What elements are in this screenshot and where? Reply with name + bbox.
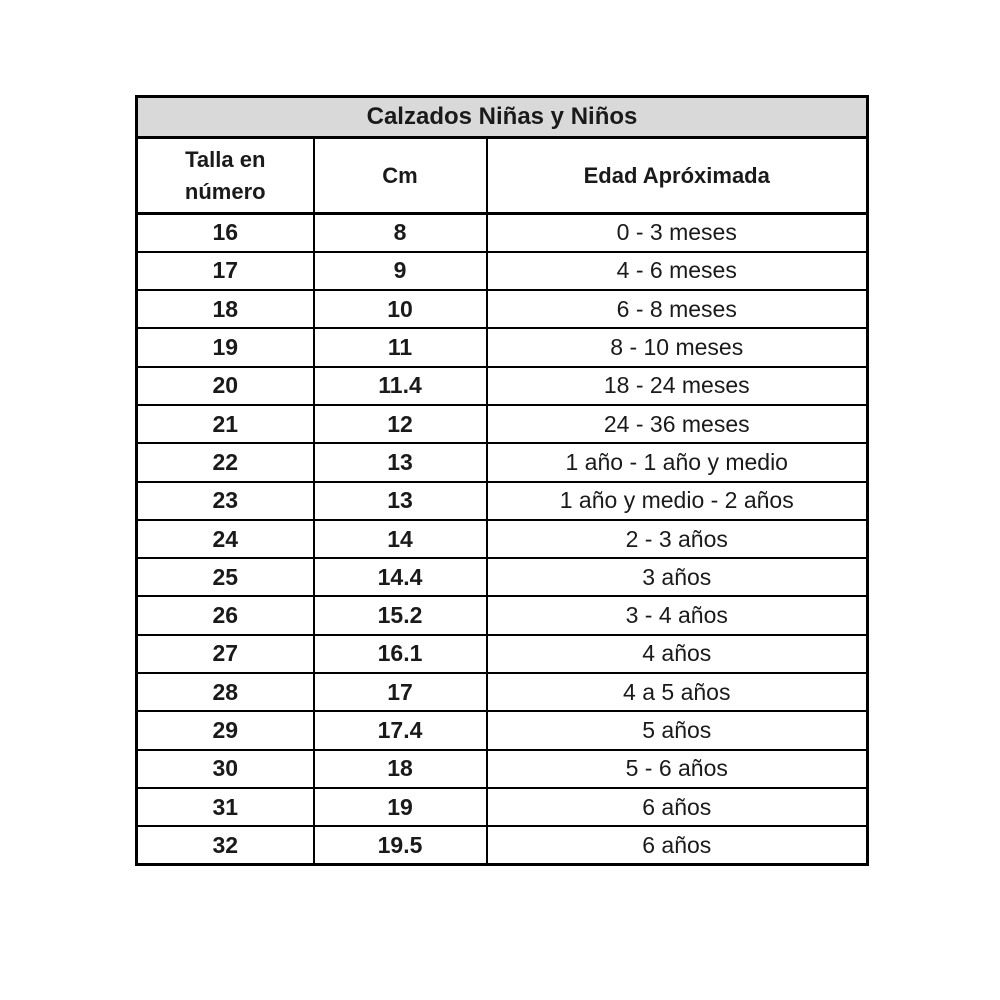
cm-cell: 17	[314, 673, 487, 711]
table-row	[137, 520, 868, 558]
talla-cell: 32	[137, 826, 314, 864]
talla-cell: 23	[137, 482, 314, 520]
talla-cell: 20	[137, 367, 314, 405]
talla-cell: 16	[137, 214, 314, 252]
cm-cell: 11.4	[314, 367, 487, 405]
size-chart-container	[135, 95, 866, 866]
cm-cell: 10	[314, 290, 487, 328]
table-row	[137, 750, 868, 788]
table-row	[137, 826, 868, 864]
cm-cell: 19	[314, 788, 487, 826]
edad-cell: 6 años	[487, 826, 868, 864]
table-row	[137, 596, 868, 634]
cm-cell: 17.4	[314, 711, 487, 749]
talla-cell: 24	[137, 520, 314, 558]
cm-cell: 11	[314, 328, 487, 366]
talla-cell: 29	[137, 711, 314, 749]
talla-cell: 18	[137, 290, 314, 328]
edad-cell: 3 años	[487, 558, 868, 596]
column-header-cm: Cm	[314, 138, 487, 214]
edad-cell: 6 años	[487, 788, 868, 826]
edad-cell: 2 - 3 años	[487, 520, 868, 558]
table-title: Calzados Niñas y Niños	[137, 97, 868, 138]
cm-cell: 13	[314, 482, 487, 520]
table-row	[137, 711, 868, 749]
column-header-talla-label: Talla en número	[184, 146, 266, 204]
edad-cell: 18 - 24 meses	[487, 367, 868, 405]
cm-cell: 13	[314, 443, 487, 481]
table-row	[137, 214, 868, 252]
cm-cell: 9	[314, 252, 487, 290]
cm-cell: 18	[314, 750, 487, 788]
edad-cell: 4 - 6 meses	[487, 252, 868, 290]
talla-cell: 28	[137, 673, 314, 711]
edad-cell: 8 - 10 meses	[487, 328, 868, 366]
cm-cell: 14	[314, 520, 487, 558]
cm-cell: 15.2	[314, 596, 487, 634]
talla-cell: 31	[137, 788, 314, 826]
table-row	[137, 328, 868, 366]
table-row	[137, 635, 868, 673]
talla-cell: 21	[137, 405, 314, 443]
edad-cell: 4 a 5 años	[487, 673, 868, 711]
column-header-talla	[137, 138, 314, 214]
table-title-row	[137, 97, 868, 138]
table-row	[137, 252, 868, 290]
table-header-row	[137, 138, 868, 214]
table-row	[137, 443, 868, 481]
cm-cell: 16.1	[314, 635, 487, 673]
edad-cell: 6 - 8 meses	[487, 290, 868, 328]
edad-cell: 5 años	[487, 711, 868, 749]
table-row	[137, 367, 868, 405]
talla-cell: 19	[137, 328, 314, 366]
talla-cell: 30	[137, 750, 314, 788]
table-body	[137, 214, 868, 865]
column-header-edad: Edad Apróximada	[487, 138, 868, 214]
cm-cell: 14.4	[314, 558, 487, 596]
edad-cell: 3 - 4 años	[487, 596, 868, 634]
cm-cell: 8	[314, 214, 487, 252]
edad-cell: 0 - 3 meses	[487, 214, 868, 252]
shoe-size-table	[135, 95, 869, 866]
table-row	[137, 290, 868, 328]
cm-cell: 19.5	[314, 826, 487, 864]
table-row	[137, 482, 868, 520]
table-row	[137, 673, 868, 711]
edad-cell: 1 año y medio - 2 años	[487, 482, 868, 520]
table-row	[137, 405, 868, 443]
table-row	[137, 788, 868, 826]
talla-cell: 25	[137, 558, 314, 596]
talla-cell: 27	[137, 635, 314, 673]
edad-cell: 4 años	[487, 635, 868, 673]
talla-cell: 22	[137, 443, 314, 481]
edad-cell: 24 - 36 meses	[487, 405, 868, 443]
cm-cell: 12	[314, 405, 487, 443]
talla-cell: 17	[137, 252, 314, 290]
edad-cell: 1 año - 1 año y medio	[487, 443, 868, 481]
edad-cell: 5 - 6 años	[487, 750, 868, 788]
talla-cell: 26	[137, 596, 314, 634]
table-row	[137, 558, 868, 596]
